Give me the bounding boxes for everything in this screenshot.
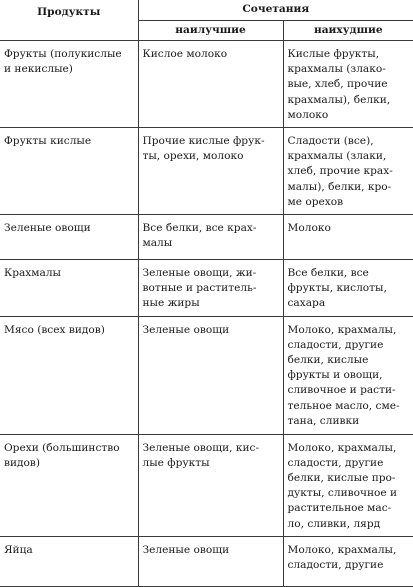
- best-header: [138, 21, 283, 41]
- worst-cell: [283, 215, 413, 260]
- worst-cell-line: Молоко, крахмалы,: [287, 441, 397, 454]
- table-row: [0, 128, 413, 215]
- best-cell: [138, 128, 283, 215]
- worst-cell-line: молоко: [287, 108, 329, 121]
- worst-cell-line: Молоко: [287, 222, 331, 235]
- product-cell-line: Крахмалы: [4, 267, 61, 280]
- worst-cell: [283, 434, 413, 536]
- worst-cell-line: сливочное и расти-: [287, 384, 396, 397]
- best-cell-line: малы: [142, 237, 173, 250]
- product-cell-line: Фрукты кислые: [4, 135, 92, 148]
- worst-cell-line: крахмалы (злаки,: [287, 150, 387, 163]
- best-cell-line: Прочие кислые фрук-: [142, 135, 265, 148]
- combinations-header: [138, 0, 413, 21]
- best-cell-line: Кислое молоко: [142, 48, 228, 60]
- best-cell-line: ты, орехи, молоко: [142, 150, 244, 163]
- worst-cell-line: сладости, другие: [287, 456, 384, 469]
- best-cell-line: вотные и раститель-: [142, 282, 257, 295]
- worst-cell: [283, 128, 413, 215]
- table-row: [0, 41, 413, 128]
- best-cell: [138, 316, 283, 434]
- worst-header-label: наихудшие: [313, 23, 383, 36]
- table-row: [0, 316, 413, 434]
- product-cell-line: видов): [4, 456, 41, 469]
- best-cell: [138, 434, 283, 536]
- worst-cell-line: сладости, другие: [287, 338, 384, 351]
- products-header: [0, 0, 138, 41]
- product-cell-line: Орехи (большинство: [4, 441, 120, 454]
- worst-cell-line: крахмалы), белки,: [287, 93, 391, 106]
- worst-cell-line: крахмалы (злако-: [287, 63, 386, 76]
- worst-cell-line: тельное масло, сме-: [287, 399, 400, 412]
- worst-cell: [283, 316, 413, 434]
- best-cell-line: Зеленые овощи: [142, 323, 230, 336]
- best-cell: [138, 41, 283, 128]
- worst-cell-line: малы), белки, кро-: [287, 180, 392, 193]
- product-cell: [0, 215, 138, 260]
- best-cell-line: лые фрукты: [142, 456, 210, 469]
- product-cell: [0, 316, 138, 434]
- worst-cell-line: фрукты и овощи,: [287, 369, 383, 382]
- worst-cell-line: ме орехов: [287, 195, 344, 208]
- product-cell-line: и некислые): [4, 63, 73, 76]
- best-cell: [138, 215, 283, 260]
- product-cell: [0, 260, 138, 317]
- worst-cell-line: тана, сливки: [287, 414, 360, 427]
- worst-cell-line: белки, кислые про-: [287, 472, 396, 485]
- product-cell-line: Мясо (всех видов): [4, 323, 105, 336]
- worst-cell-line: Все белки, все: [287, 267, 369, 280]
- product-cell: [0, 128, 138, 215]
- best-cell-line: Зеленые овощи, кис-: [142, 441, 260, 454]
- combinations-header-label: Сочетания: [242, 3, 310, 16]
- worst-cell-line: Сладости (все),: [287, 135, 374, 148]
- worst-cell-line: сахара: [287, 297, 326, 310]
- worst-cell-line: фрукты, кислоты,: [287, 282, 387, 295]
- table-header: [0, 0, 413, 41]
- worst-cell-line: сладости, другие: [287, 559, 384, 572]
- product-cell: [0, 41, 138, 128]
- worst-header: [283, 21, 413, 41]
- worst-cell-line: Молоко, крахмалы,: [287, 543, 397, 556]
- best-cell-line: Все белки, все крах-: [142, 222, 257, 235]
- worst-cell: [283, 41, 413, 128]
- worst-cell-line: растительное мас-: [287, 502, 392, 515]
- worst-cell-line: Кислые фрукты,: [287, 48, 380, 60]
- product-cell-line: Фрукты (полукислые: [4, 48, 122, 60]
- worst-cell-line: Молоко, крахмалы,: [287, 323, 397, 336]
- table-row: [0, 260, 413, 317]
- best-cell: [138, 536, 283, 586]
- table-row: [0, 536, 413, 586]
- worst-cell: [283, 260, 413, 317]
- best-cell-line: ные жиры: [142, 297, 200, 310]
- worst-cell-line: хлеб, прочие крах-: [287, 165, 393, 178]
- worst-cell: [283, 536, 413, 586]
- product-cell: [0, 434, 138, 536]
- best-cell: [138, 260, 283, 317]
- best-cell-line: Зеленые овощи, жи-: [142, 267, 257, 280]
- table-row: [0, 434, 413, 536]
- product-cell: [0, 536, 138, 586]
- worst-cell-line: белки, кислые: [287, 354, 369, 367]
- best-cell-line: Зеленые овощи: [142, 543, 230, 556]
- product-cell-line: Яйца: [4, 543, 33, 556]
- worst-cell-line: дукты, сливочное и: [287, 487, 398, 500]
- table-body: [0, 41, 413, 587]
- table-row: [0, 215, 413, 260]
- worst-cell-line: вые, хлеб, прочие: [287, 78, 388, 91]
- worst-cell-line: ло, сливки, лярд: [287, 517, 381, 530]
- products-header-label: Продукты: [37, 6, 101, 18]
- product-cell-line: Зеленые овощи: [4, 222, 91, 235]
- best-header-label: наилучшие: [175, 23, 246, 36]
